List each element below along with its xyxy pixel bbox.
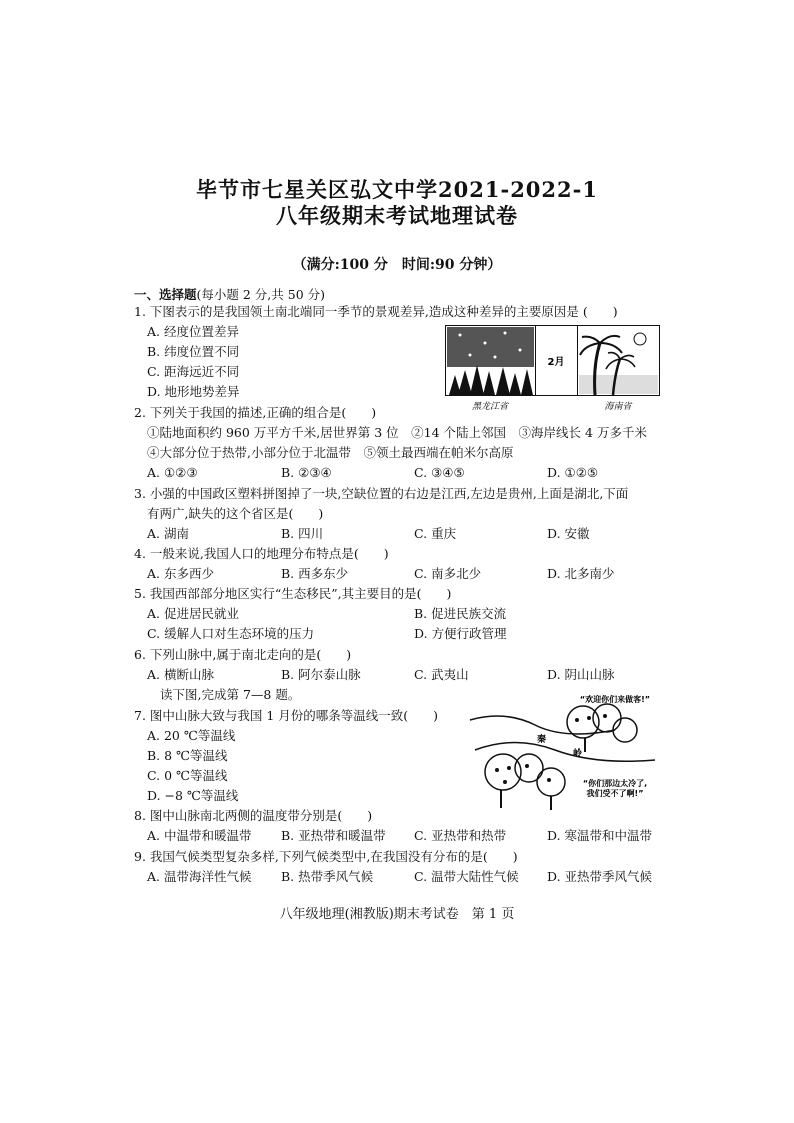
q2-stem: 2. 下列关于我国的描述,正确的组合是( ) bbox=[134, 405, 377, 420]
q2-option-d: D. ①②⑤ bbox=[547, 465, 599, 480]
q2-option-b: B. ②③④ bbox=[281, 465, 332, 480]
score-time-info: （满分:100 分 时间:90 分钟） bbox=[292, 257, 502, 273]
q4-stem: 4. 一般来说,我国人口的地理分布特点是( ) bbox=[134, 546, 389, 561]
speech-bubble-bottom-line1: “你们那边太冷了, bbox=[582, 779, 648, 788]
q7-option-c: C. 0 ℃等温线 bbox=[147, 768, 228, 783]
q3-stem-line1: 3. 小强的中国政区塑料拼图掉了一块,空缺位置的右边是江西,左边是贵州,上面是湖北,下面 bbox=[134, 486, 629, 501]
q3-stem-line2: 有两广,缺失的这个省区是( ) bbox=[147, 506, 324, 521]
q3-option-a: A. 湖南 bbox=[147, 526, 189, 541]
q3-option-c: C. 重庆 bbox=[414, 526, 457, 541]
q7-stem: 7. 图中山脉大致与我国 1 月份的哪条等温线一致( ) bbox=[134, 708, 439, 723]
q4-option-d: D. 北多南少 bbox=[547, 566, 615, 581]
q2-option-c: C. ③④⑤ bbox=[414, 465, 465, 480]
q1-option-a: A. 经度位置差异 bbox=[147, 324, 239, 339]
q4-option-c: C. 南多北少 bbox=[414, 566, 482, 581]
q1-option-b: B. 纬度位置不同 bbox=[147, 344, 240, 359]
q2-statement-line1: ①陆地面积约 960 万平方千米,居世界第 3 位 ②14 个陆上邻国 ③海岸线长 4 万多千米 bbox=[147, 425, 647, 440]
q1-option-c: C. 距海远近不同 bbox=[147, 364, 240, 379]
figure1-right-caption: 海南省 bbox=[604, 402, 632, 412]
mountain-label-ling: 岭 bbox=[573, 749, 583, 759]
mountain-label-qin: 秦 bbox=[537, 735, 547, 745]
figure-qinling-cartoon bbox=[465, 690, 661, 818]
exam-title-line1: 毕节市七星关区弘文中学2021-2022-1 bbox=[196, 177, 598, 202]
q9-option-a: A. 温带海洋性气候 bbox=[147, 869, 252, 884]
q2-statement-line2: ④大部分位于热带,小部分位于北温带 ⑤领土最西端在帕米尔高原 bbox=[147, 445, 514, 460]
q8-option-a: A. 中温带和暖温带 bbox=[147, 828, 252, 843]
q1-stem: 1. 下图表示的是我国领土南北端同一季节的景观差异,造成这种差异的主要原因是 ( ) bbox=[134, 304, 618, 319]
q5-option-d: D. 方便行政管理 bbox=[414, 626, 507, 641]
speech-bubble-top: “欢迎你们来做客!” bbox=[579, 695, 651, 704]
q6-option-c: C. 武夷山 bbox=[414, 667, 469, 682]
q6-option-a: A. 横断山脉 bbox=[147, 667, 214, 682]
q9-option-b: B. 热带季风气候 bbox=[281, 869, 374, 884]
q7-option-a: A. 20 ℃等温线 bbox=[147, 728, 236, 743]
q5-option-b: B. 促进民族交流 bbox=[414, 606, 507, 621]
qinling-illustration bbox=[465, 690, 661, 818]
q8-option-c: C. 亚热带和热带 bbox=[414, 828, 507, 843]
landscape-illustration bbox=[445, 325, 660, 415]
q8-option-b: B. 亚热带和暖温带 bbox=[281, 828, 386, 843]
q9-stem: 9. 我国气候类型复杂多样,下列气候类型中,在我国没有分布的是( ) bbox=[134, 849, 518, 864]
q5-option-c: C. 缓解人口对生态环境的压力 bbox=[147, 626, 315, 641]
figure-north-south-landscape bbox=[445, 325, 660, 415]
q8-stem: 8. 图中山脉南北两侧的温度带分别是( ) bbox=[134, 808, 373, 823]
q6-stem: 6. 下列山脉中,属于南北走向的是( ) bbox=[134, 647, 352, 662]
q9-option-d: D. 亚热带季风气候 bbox=[547, 869, 653, 884]
q1-option-d: D. 地形地势差异 bbox=[147, 384, 240, 399]
q5-option-a: A. 促进居民就业 bbox=[147, 606, 239, 621]
section-label: 一、选择题 bbox=[134, 287, 197, 302]
page-footer: 八年级地理(湘教版)期末考试卷 第 1 页 bbox=[279, 907, 515, 922]
exam-title-line2: 八年级期末考试地理试卷 bbox=[276, 203, 518, 228]
q7-option-d: D. −8 ℃等温线 bbox=[147, 788, 239, 803]
q9-option-c: C. 温带大陆性气候 bbox=[414, 869, 519, 884]
section-title bbox=[134, 285, 325, 303]
figure1-month-label: 2月 bbox=[547, 357, 565, 368]
figure1-left-caption: 黑龙江省 bbox=[471, 402, 509, 412]
q4-option-a: A. 东多西少 bbox=[147, 566, 214, 581]
reading-prompt: 读下图,完成第 7—8 题。 bbox=[160, 687, 301, 702]
q5-stem: 5. 我国西部部分地区实行“生态移民”,其主要目的是( ) bbox=[134, 586, 452, 601]
q4-option-b: B. 西多东少 bbox=[281, 566, 349, 581]
q6-option-b: B. 阿尔泰山脉 bbox=[281, 667, 361, 682]
q3-option-d: D. 安徽 bbox=[547, 526, 590, 541]
q7-option-b: B. 8 ℃等温线 bbox=[147, 748, 228, 763]
section-note: (每小题 2 分,共 50 分) bbox=[196, 287, 325, 302]
speech-bubble-bottom-line2: 我们受不了啊!” bbox=[586, 789, 644, 798]
q8-option-d: D. 寒温带和中温带 bbox=[547, 828, 653, 843]
q2-option-a: A. ①②③ bbox=[147, 465, 198, 480]
q6-option-d: D. 阴山山脉 bbox=[547, 667, 615, 682]
q3-option-b: B. 四川 bbox=[281, 526, 324, 541]
